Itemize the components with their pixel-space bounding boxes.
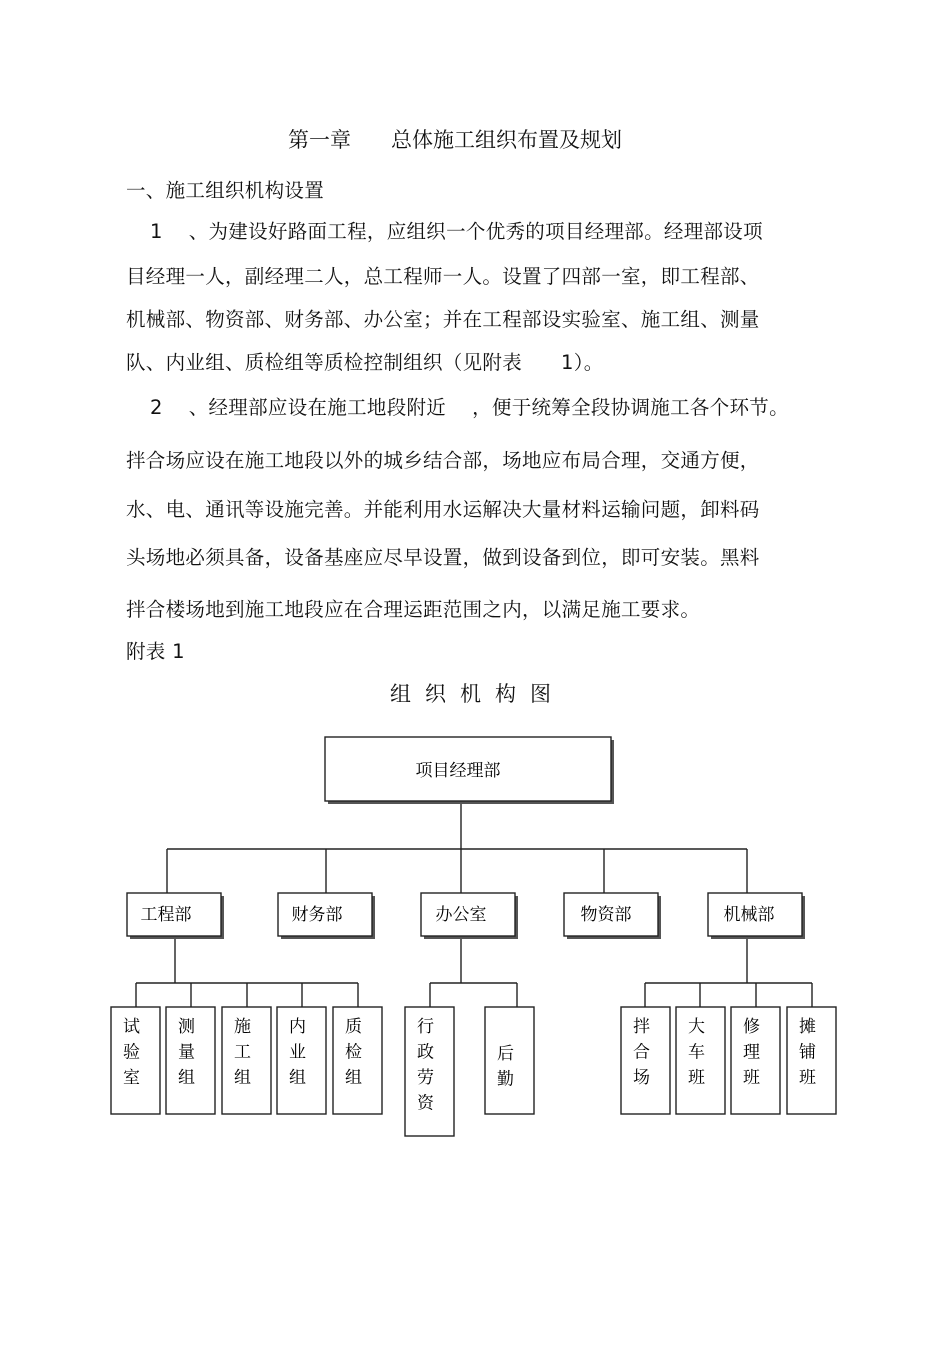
unit-label-char: 组 <box>289 1068 306 1088</box>
unit-label-char: 班 <box>743 1068 760 1088</box>
paragraph1-line2: 目经理一人，副经理二人，总工程师一人。设置了四部一室，即工程部、 <box>126 265 760 288</box>
dept-materials <box>564 893 661 939</box>
unit-label-char: 行 <box>417 1017 434 1037</box>
unit-label-char: 场 <box>633 1068 650 1088</box>
appendix-label: 附表 1 <box>126 640 185 663</box>
unit-node <box>222 1007 271 1114</box>
unit-node <box>277 1007 326 1114</box>
unit-label-char: 拌 <box>633 1017 650 1037</box>
paragraph2-line4: 头场地必须具备，设备基座应尽早设置，做到设备到位，即可安装。黑料 <box>126 546 760 569</box>
unit-label-char: 车 <box>688 1042 705 1063</box>
unit-node <box>787 1007 836 1114</box>
paragraph2-line1: 2 、经理部应设在施工地段附近 ，便于统筹全段协调施工各个环节。 <box>150 396 789 419</box>
paragraph2-line2: 拌合场应设在施工地段以外的城乡结合部，场地应布局合理，交通方便， <box>126 449 760 472</box>
dept-label: 办公室 <box>435 905 487 925</box>
unit-node <box>166 1007 215 1114</box>
unit-node <box>111 1007 160 1114</box>
unit-label-char: 劳 <box>417 1068 434 1088</box>
unit-node <box>405 1007 454 1136</box>
root-label: 项目经理部 <box>415 761 501 781</box>
unit-node <box>333 1007 382 1114</box>
unit-label-char: 组 <box>234 1068 251 1088</box>
dept-machinery <box>708 893 805 939</box>
paragraph1-line3: 机械部、物资部、财务部、办公室；并在工程部设实验室、施工组、测量 <box>126 308 760 331</box>
dept-engineering <box>127 893 224 939</box>
unit-label-char: 测 <box>178 1017 195 1037</box>
unit-label-char: 合 <box>633 1042 650 1063</box>
unit-nodes <box>111 1007 836 1136</box>
unit-label-char: 组 <box>178 1068 195 1088</box>
unit-label-char: 内 <box>289 1017 306 1037</box>
section-heading: 一、施工组织机构设置 <box>126 179 325 202</box>
dept-office <box>421 893 518 939</box>
unit-node <box>676 1007 725 1114</box>
unit-label-char: 施 <box>234 1017 251 1037</box>
unit-label-char: 检 <box>345 1042 362 1063</box>
unit-node <box>731 1007 780 1114</box>
dept-label: 物资部 <box>580 905 632 925</box>
unit-label-char: 班 <box>688 1068 705 1088</box>
dept-label: 工程部 <box>140 905 192 925</box>
unit-label-char: 量 <box>178 1042 195 1063</box>
unit-label-char: 质 <box>345 1017 362 1037</box>
dept-finance <box>278 893 375 939</box>
dept-label: 财务部 <box>291 905 343 925</box>
unit-label-char: 验 <box>123 1042 140 1063</box>
unit-label-char: 工 <box>234 1042 251 1063</box>
unit-label-char: 后 <box>497 1044 514 1064</box>
unit-node <box>621 1007 670 1114</box>
unit-node <box>485 1007 534 1114</box>
dept-label: 机械部 <box>723 905 775 925</box>
unit-label-char: 资 <box>417 1093 434 1114</box>
unit-label-char: 铺 <box>799 1042 816 1063</box>
unit-label-char: 摊 <box>799 1017 816 1037</box>
paragraph2-line5: 拌合楼场地到施工地段应在合理运距范围之内，以满足施工要求。 <box>126 598 701 621</box>
unit-label-char: 政 <box>417 1042 434 1063</box>
unit-label-char: 组 <box>345 1068 362 1088</box>
department-nodes <box>127 893 805 939</box>
paragraph1-line1: 1 、为建设好路面工程，应组织一个优秀的项目经理部。经理部设项 <box>150 220 763 243</box>
unit-label-char: 试 <box>123 1017 140 1037</box>
chart-title: 组织机构图 <box>390 682 565 706</box>
unit-label-char: 修 <box>743 1017 760 1037</box>
unit-label-char: 理 <box>743 1042 760 1063</box>
unit-label-char: 班 <box>799 1068 816 1088</box>
unit-label-char: 业 <box>289 1042 306 1063</box>
unit-label-char: 勤 <box>497 1069 514 1090</box>
chapter-title: 第一章 总体施工组织布置及规划 <box>288 128 623 152</box>
unit-label-char: 室 <box>123 1068 140 1088</box>
unit-label-char: 大 <box>688 1017 705 1037</box>
root-node <box>325 737 614 804</box>
paragraph1-line4: 队、内业组、质检组等质检控制组织（见附表 1）。 <box>126 351 604 374</box>
paragraph2-line3: 水、电、通讯等设施完善。并能利用水运解决大量材料运输问题，卸料码 <box>126 498 760 521</box>
